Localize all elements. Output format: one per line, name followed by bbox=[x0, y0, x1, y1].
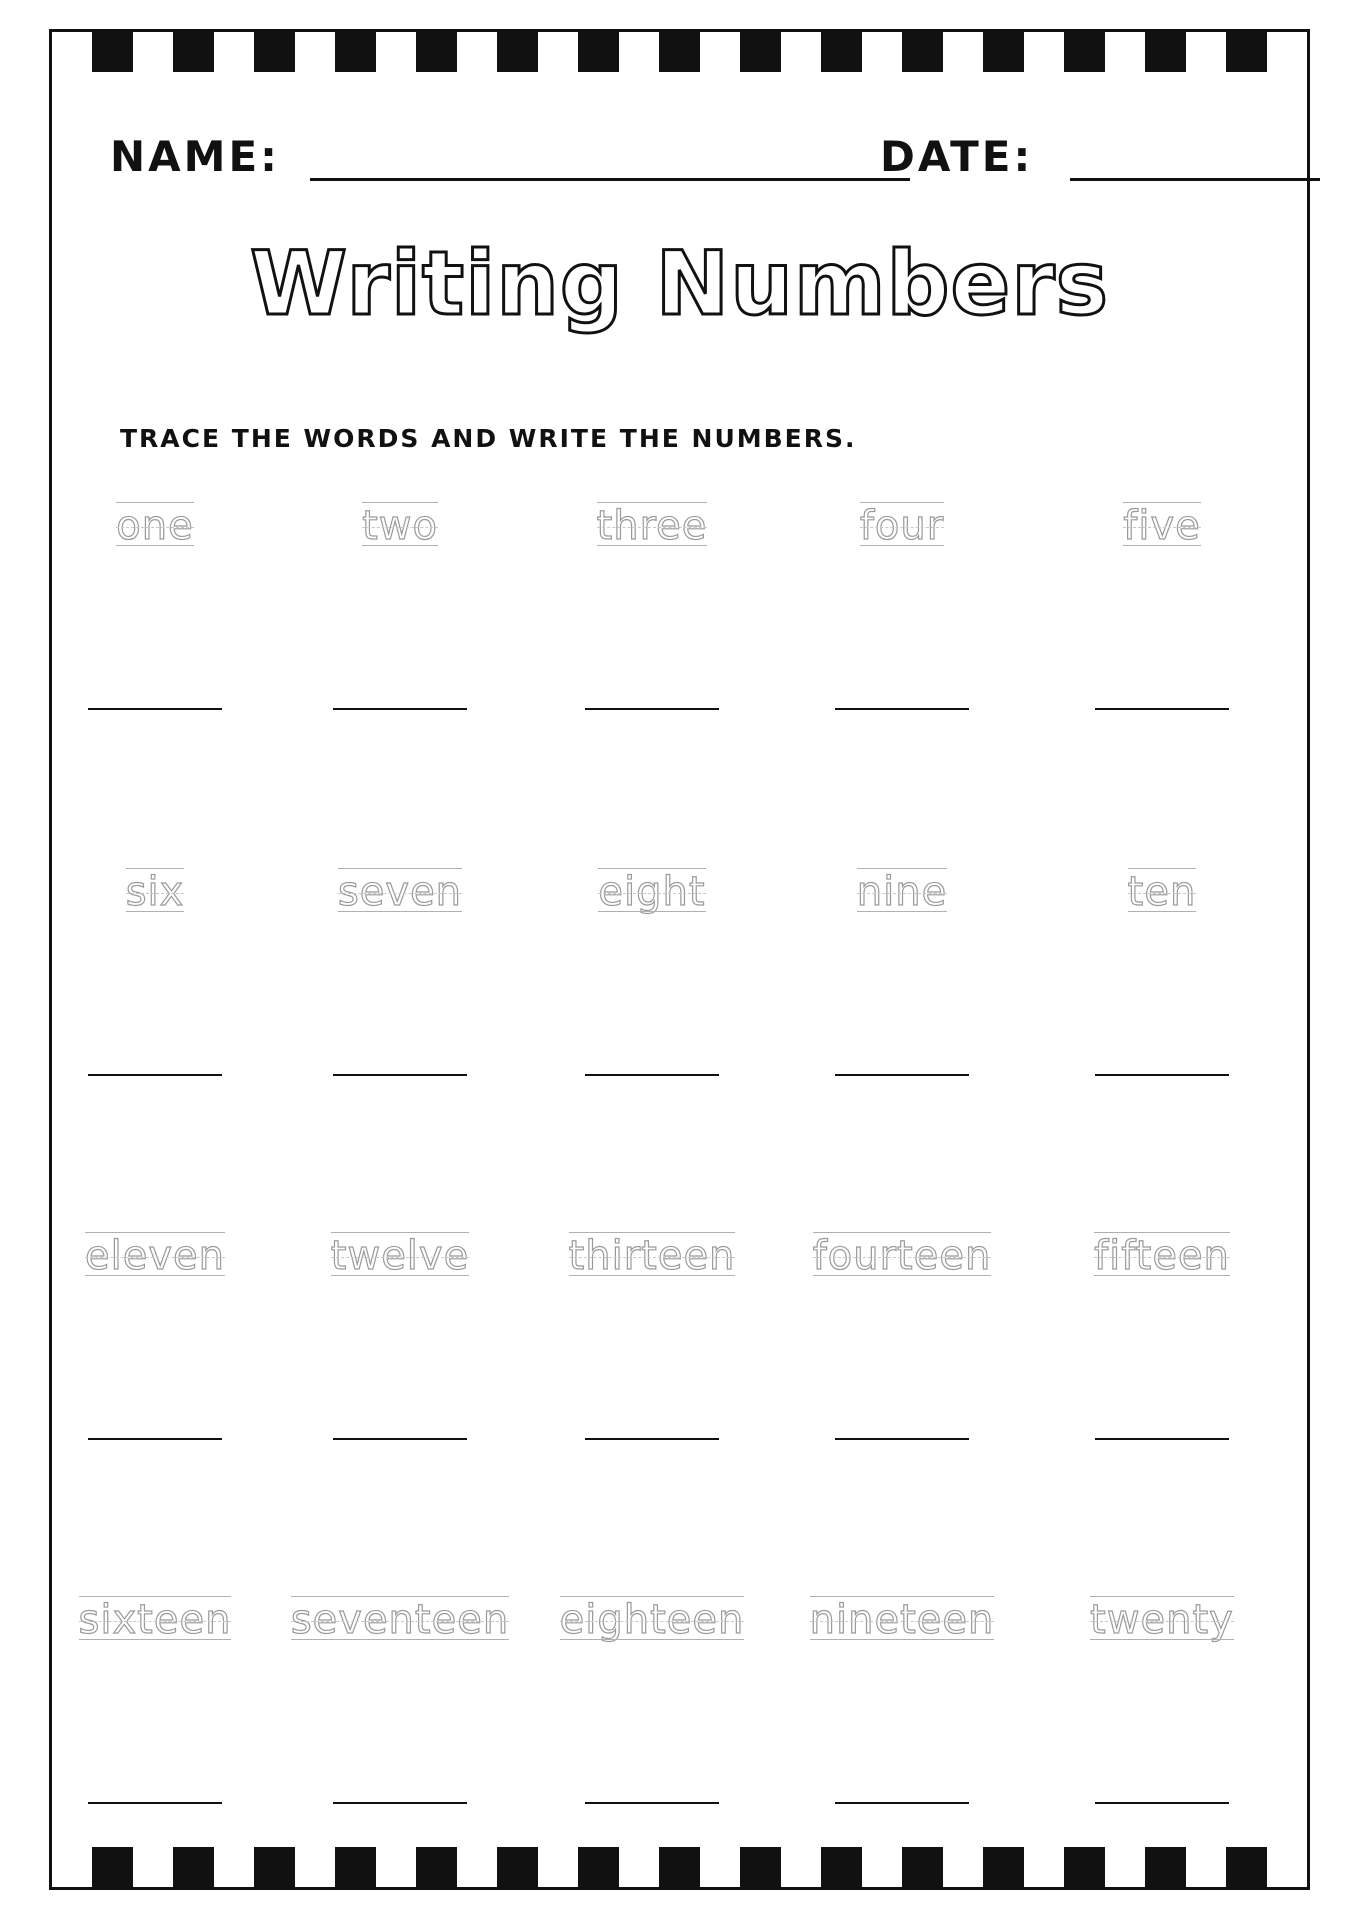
number-write-line[interactable] bbox=[835, 1074, 969, 1076]
trace-word-box bbox=[285, 1588, 515, 1648]
trace-word-box bbox=[1047, 860, 1277, 920]
number-write-line[interactable] bbox=[333, 1074, 467, 1076]
checker-square bbox=[335, 1847, 375, 1887]
trace-midline bbox=[860, 527, 944, 528]
number-cell bbox=[787, 860, 1017, 1100]
number-cell bbox=[40, 1224, 270, 1464]
checker-square bbox=[214, 1847, 254, 1887]
trace-word[interactable]: eight bbox=[598, 860, 705, 920]
trace-word[interactable]: seven bbox=[338, 860, 462, 920]
trace-word[interactable]: eighteen bbox=[560, 1588, 745, 1648]
checker-square bbox=[578, 1847, 618, 1887]
trace-word[interactable]: ten bbox=[1128, 860, 1197, 920]
trace-midline bbox=[1094, 1257, 1230, 1258]
trace-midline bbox=[291, 1621, 509, 1622]
number-write-line[interactable] bbox=[835, 708, 969, 710]
number-cell bbox=[537, 494, 767, 734]
checker-square bbox=[173, 1847, 213, 1887]
trace-midline bbox=[85, 1257, 225, 1258]
checker-square bbox=[1226, 1847, 1266, 1887]
checker-square bbox=[983, 1847, 1023, 1887]
checker-square bbox=[538, 1847, 578, 1887]
checker-square bbox=[1105, 1847, 1145, 1887]
checker-square bbox=[902, 1847, 942, 1887]
trace-midline bbox=[126, 893, 185, 894]
checker-square bbox=[659, 1847, 699, 1887]
checker-square bbox=[619, 1847, 659, 1887]
instruction-text: TRACE THE WORDS AND WRITE THE NUMBERS. bbox=[120, 424, 857, 453]
trace-word-box bbox=[787, 1588, 1017, 1648]
number-cell bbox=[537, 1224, 767, 1464]
number-cell bbox=[1047, 1224, 1277, 1464]
number-write-line[interactable] bbox=[1095, 1438, 1229, 1440]
trace-word-box bbox=[40, 494, 270, 554]
trace-word-box bbox=[1047, 1224, 1277, 1284]
trace-midline bbox=[810, 1621, 995, 1622]
checker-square bbox=[700, 1847, 740, 1887]
number-cell bbox=[40, 1588, 270, 1828]
trace-midline bbox=[857, 893, 947, 894]
number-cell bbox=[537, 1588, 767, 1828]
checker-square bbox=[133, 1847, 173, 1887]
number-cell bbox=[1047, 1588, 1277, 1828]
checker-square bbox=[295, 1847, 335, 1887]
checker-square bbox=[1024, 1847, 1064, 1887]
trace-word[interactable]: two bbox=[362, 494, 438, 554]
number-write-line[interactable] bbox=[835, 1438, 969, 1440]
trace-word[interactable]: seventeen bbox=[291, 1588, 509, 1648]
trace-word[interactable]: twelve bbox=[331, 1224, 469, 1284]
trace-midline bbox=[1090, 1621, 1234, 1622]
trace-word[interactable]: nineteen bbox=[810, 1588, 995, 1648]
number-write-line[interactable] bbox=[88, 1074, 222, 1076]
checker-square bbox=[376, 1847, 416, 1887]
trace-word-box bbox=[537, 1224, 767, 1284]
trace-midline bbox=[338, 893, 462, 894]
trace-word-box bbox=[40, 860, 270, 920]
trace-midline bbox=[116, 527, 193, 528]
date-label: DATE: bbox=[880, 132, 1034, 181]
trace-word-box bbox=[787, 860, 1017, 920]
trace-word-grid bbox=[52, 32, 1307, 1887]
trace-word[interactable]: fifteen bbox=[1094, 1224, 1230, 1284]
checker-square bbox=[416, 1847, 456, 1887]
trace-midline bbox=[1128, 893, 1197, 894]
number-cell bbox=[285, 494, 515, 734]
number-cell bbox=[285, 1224, 515, 1464]
number-cell bbox=[285, 1588, 515, 1828]
trace-midline bbox=[79, 1621, 232, 1622]
number-write-line[interactable] bbox=[333, 1802, 467, 1804]
number-write-line[interactable] bbox=[333, 708, 467, 710]
checker-square bbox=[740, 1847, 780, 1887]
trace-word-box bbox=[285, 494, 515, 554]
checker-square bbox=[52, 1847, 92, 1887]
trace-word[interactable]: four bbox=[860, 494, 944, 554]
number-cell bbox=[537, 860, 767, 1100]
trace-midline bbox=[1123, 527, 1200, 528]
checker-square bbox=[943, 1847, 983, 1887]
trace-midline bbox=[560, 1621, 745, 1622]
trace-word[interactable]: three bbox=[597, 494, 708, 554]
number-cell bbox=[1047, 494, 1277, 734]
trace-midline bbox=[569, 1257, 736, 1258]
number-write-line[interactable] bbox=[88, 1802, 222, 1804]
trace-midline bbox=[598, 893, 705, 894]
checker-square bbox=[1186, 1847, 1226, 1887]
number-cell bbox=[285, 860, 515, 1100]
trace-word-box bbox=[537, 494, 767, 554]
number-cell bbox=[40, 494, 270, 734]
number-write-line[interactable] bbox=[585, 1802, 719, 1804]
number-cell bbox=[787, 1588, 1017, 1828]
number-cell bbox=[787, 1224, 1017, 1464]
checker-square bbox=[254, 1847, 294, 1887]
number-write-line[interactable] bbox=[835, 1802, 969, 1804]
number-write-line[interactable] bbox=[88, 1438, 222, 1440]
trace-word-box bbox=[1047, 494, 1277, 554]
trace-word-box bbox=[787, 494, 1017, 554]
checker-square bbox=[1267, 1847, 1307, 1887]
page-title: Writing Numbers bbox=[249, 232, 1110, 335]
worksheet-page bbox=[49, 29, 1310, 1890]
trace-word[interactable]: five bbox=[1123, 494, 1200, 554]
name-label: NAME: bbox=[110, 132, 280, 181]
bottom-checker-border bbox=[52, 1847, 1307, 1887]
trace-midline bbox=[331, 1257, 469, 1258]
number-write-line[interactable] bbox=[1095, 708, 1229, 710]
number-cell bbox=[1047, 860, 1277, 1100]
trace-word-box bbox=[285, 1224, 515, 1284]
number-write-line[interactable] bbox=[1095, 1802, 1229, 1804]
trace-word-box bbox=[285, 860, 515, 920]
trace-midline bbox=[813, 1257, 992, 1258]
checker-square bbox=[821, 1847, 861, 1887]
trace-word-box bbox=[787, 1224, 1017, 1284]
checker-square bbox=[92, 1847, 132, 1887]
trace-word[interactable]: fourteen bbox=[813, 1224, 992, 1284]
trace-word[interactable]: one bbox=[116, 494, 193, 554]
trace-word[interactable]: eleven bbox=[85, 1224, 225, 1284]
trace-word-box bbox=[537, 1588, 767, 1648]
number-write-line[interactable] bbox=[1095, 1074, 1229, 1076]
trace-word-box bbox=[1047, 1588, 1277, 1648]
checker-square bbox=[1064, 1847, 1104, 1887]
number-write-line[interactable] bbox=[585, 1074, 719, 1076]
trace-word[interactable]: nine bbox=[857, 860, 947, 920]
checker-square bbox=[497, 1847, 537, 1887]
trace-word[interactable]: sixteen bbox=[79, 1588, 232, 1648]
checker-square bbox=[457, 1847, 497, 1887]
checker-square bbox=[781, 1847, 821, 1887]
trace-word-box bbox=[537, 860, 767, 920]
checker-square bbox=[1145, 1847, 1185, 1887]
trace-word-box bbox=[40, 1588, 270, 1648]
number-write-line[interactable] bbox=[585, 1438, 719, 1440]
number-write-line[interactable] bbox=[333, 1438, 467, 1440]
trace-word-box bbox=[40, 1224, 270, 1284]
trace-midline bbox=[597, 527, 708, 528]
checker-square bbox=[862, 1847, 902, 1887]
trace-word[interactable]: thirteen bbox=[569, 1224, 736, 1284]
trace-midline bbox=[362, 527, 438, 528]
number-write-line[interactable] bbox=[585, 708, 719, 710]
trace-word[interactable]: six bbox=[126, 860, 185, 920]
trace-word[interactable]: twenty bbox=[1090, 1588, 1234, 1648]
number-write-line[interactable] bbox=[88, 708, 222, 710]
number-cell bbox=[40, 860, 270, 1100]
number-cell bbox=[787, 494, 1017, 734]
